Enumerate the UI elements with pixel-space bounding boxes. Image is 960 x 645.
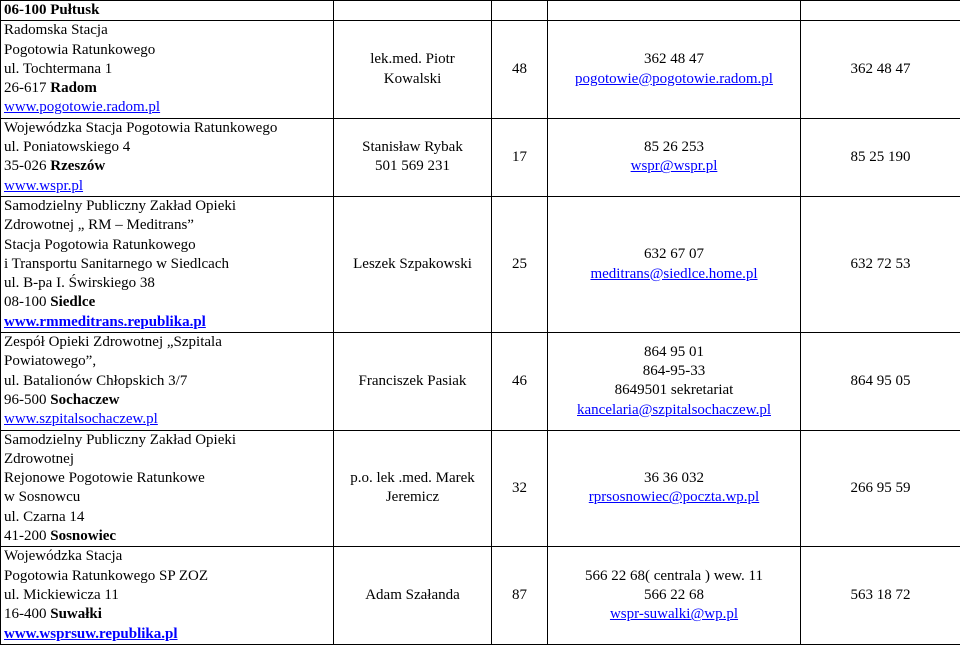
contact-link[interactable] [548, 265, 800, 284]
institution-cell [1, 196, 334, 332]
header-city: 06-100 Pułtusk [4, 2, 99, 18]
contact-text: 566 22 68( centrala ) wew. 11 [585, 568, 763, 584]
institution-line [4, 586, 333, 605]
institution-text: Samodzielny Publiczny Zakład Opieki [4, 198, 236, 214]
empty-cell [492, 1, 548, 21]
institution-text: i Transportu Sanitarnego w Siedlcach [4, 256, 229, 272]
city-name: Sosnowiec [50, 528, 116, 544]
count-cell [492, 196, 548, 332]
institution-cell [1, 333, 334, 430]
institution-line [4, 431, 333, 450]
contact-link-text[interactable]: wspr@wspr.pl [631, 158, 718, 174]
contact-text: 85 26 253 [644, 139, 704, 155]
institution-link-text[interactable]: www.wsprsuw.republika.pl [4, 626, 178, 642]
contact-text: 36 36 032 [644, 470, 704, 486]
institution-text: Zespół Opieki Zdrowotnej „Szpitala [4, 334, 222, 350]
institution-text: Pogotowia Ratunkowego [4, 42, 155, 58]
contact-cell [548, 196, 801, 332]
institution-line [4, 450, 333, 469]
institution-text: Zdrowotnej [4, 451, 74, 467]
institution-link-text[interactable]: www.szpitalsochaczew.pl [4, 411, 158, 427]
contact-text: 8649501 sekretariat [615, 382, 734, 398]
institution-line [4, 567, 333, 586]
city-name: Suwałki [50, 606, 102, 622]
count-cell [492, 21, 548, 118]
fax-value: 632 72 53 [851, 256, 911, 272]
contact-link-text[interactable]: pogotowie@pogotowie.radom.pl [575, 71, 773, 87]
institution-text: Powiatowego”, [4, 353, 96, 369]
contact-link-text[interactable]: wspr-suwalki@wp.pl [610, 606, 738, 622]
institution-line [4, 293, 333, 312]
contact-link[interactable] [548, 401, 800, 420]
director-line: lek.med. Piotr [334, 50, 491, 69]
count-value: 25 [512, 256, 527, 272]
count-value: 32 [512, 480, 527, 496]
count-cell [492, 333, 548, 430]
count-cell [492, 118, 548, 196]
director-cell [334, 430, 492, 547]
institution-cell [1, 21, 334, 118]
city-name: Siedlce [50, 294, 95, 310]
contact-line [548, 343, 800, 362]
institution-text: ul. Batalionów Chłopskich 3/7 [4, 373, 187, 389]
contact-link[interactable] [548, 157, 800, 176]
institution-link-text[interactable]: www.rmmeditrans.republika.pl [4, 314, 206, 330]
contact-line [548, 381, 800, 400]
contact-text: 864 95 01 [644, 344, 704, 360]
institution-line [4, 21, 333, 40]
contact-link-text[interactable]: rprsosnowiec@poczta.wp.pl [589, 489, 759, 505]
contact-text: 566 22 68 [644, 587, 704, 603]
institution-text: 35-026 [4, 158, 50, 174]
contact-cell [548, 430, 801, 547]
contact-line [548, 469, 800, 488]
institution-link[interactable] [4, 625, 333, 644]
contact-line [548, 138, 800, 157]
institution-link[interactable] [4, 177, 333, 196]
empty-cell [548, 1, 801, 21]
institution-text: 16-400 [4, 606, 50, 622]
institution-text: Samodzielny Publiczny Zakład Opieki [4, 432, 236, 448]
institution-line [4, 372, 333, 391]
institution-link[interactable] [4, 98, 333, 117]
contact-link[interactable] [548, 488, 800, 507]
institution-line [4, 469, 333, 488]
director-line: Stanisław Rybak [334, 138, 491, 157]
contact-link[interactable] [548, 605, 800, 624]
count-value: 17 [512, 149, 527, 165]
institution-cell [1, 118, 334, 196]
director-cell [334, 547, 492, 644]
contact-cell [548, 21, 801, 118]
institution-text: w Sosnowcu [4, 489, 80, 505]
institution-line [4, 508, 333, 527]
institution-text: Radomska Stacja [4, 22, 108, 38]
institution-text: 08-100 [4, 294, 50, 310]
institution-line [4, 488, 333, 507]
table-row [1, 196, 960, 332]
count-cell [492, 430, 548, 547]
contact-cell [548, 547, 801, 644]
institution-text: ul. Tochtermana 1 [4, 61, 112, 77]
contact-line [548, 586, 800, 605]
fax-value: 362 48 47 [851, 61, 911, 77]
director-cell [334, 118, 492, 196]
contact-link[interactable] [548, 70, 800, 89]
institution-line [4, 157, 333, 176]
director-cell [334, 21, 492, 118]
contact-line [548, 362, 800, 381]
director-line: Franciszek Pasiak [334, 372, 491, 391]
institution-line [4, 79, 333, 98]
institution-text: ul. Czarna 14 [4, 509, 84, 525]
institution-text: Zdrowotnej „ RM – Meditrans” [4, 217, 194, 233]
institution-line [4, 119, 333, 138]
city-name: Radom [50, 80, 97, 96]
contact-text: 632 67 07 [644, 246, 704, 262]
institution-text: ul. Mickiewicza 11 [4, 587, 119, 603]
institution-line [4, 391, 333, 410]
contact-line [548, 50, 800, 69]
count-value: 87 [512, 587, 527, 603]
contact-text: 864-95-33 [643, 363, 706, 379]
director-cell [334, 196, 492, 332]
institution-text: 41-200 [4, 528, 50, 544]
director-line: 501 569 231 [334, 157, 491, 176]
fax-cell [801, 118, 960, 196]
contact-cell [548, 118, 801, 196]
empty-cell [334, 1, 492, 21]
institution-text: ul. Poniatowskiego 4 [4, 139, 130, 155]
fax-cell [801, 333, 960, 430]
director-line: Adam Szałanda [334, 586, 491, 605]
director-line: Kowalski [334, 70, 491, 89]
institution-link-text[interactable]: www.pogotowie.radom.pl [4, 99, 160, 115]
institution-line [4, 274, 333, 293]
institution-line [4, 352, 333, 371]
director-line: Leszek Szpakowski [334, 255, 491, 274]
contact-line [548, 567, 800, 586]
contact-text: 362 48 47 [644, 51, 704, 67]
institution-link-text[interactable]: www.wspr.pl [4, 178, 83, 194]
institution-text: 26-617 [4, 80, 50, 96]
fax-value: 85 25 190 [851, 149, 911, 165]
institution-text: 96-500 [4, 392, 50, 408]
table-row [1, 333, 960, 430]
institution-text: Wojewódzka Stacja Pogotowia Ratunkowego [4, 120, 277, 136]
fax-cell [801, 430, 960, 547]
city-name: Rzeszów [50, 158, 105, 174]
institution-line [4, 255, 333, 274]
institution-cell [1, 430, 334, 547]
contact-line [548, 245, 800, 264]
header-row [1, 1, 960, 21]
director-line: Jeremicz [334, 488, 491, 507]
fax-cell [801, 196, 960, 332]
fax-value: 563 18 72 [851, 587, 911, 603]
count-value: 46 [512, 373, 527, 389]
institution-line [4, 216, 333, 235]
institution-line [4, 60, 333, 79]
institution-line [4, 547, 333, 566]
table-row [1, 430, 960, 547]
institution-line [4, 236, 333, 255]
institution-text: Rejonowe Pogotowie Ratunkowe [4, 470, 205, 486]
institution-cell [1, 547, 334, 644]
institution-link[interactable] [4, 410, 333, 429]
institution-text: Wojewódzka Stacja [4, 548, 122, 564]
director-cell [334, 333, 492, 430]
contact-link-text[interactable]: kancelaria@szpitalsochaczew.pl [577, 402, 771, 418]
fax-cell [801, 547, 960, 644]
fax-cell [801, 21, 960, 118]
director-line: p.o. lek .med. Marek [334, 469, 491, 488]
count-cell [492, 547, 548, 644]
institution-line [4, 138, 333, 157]
institution-line [4, 605, 333, 624]
contact-link-text[interactable]: meditrans@siedlce.home.pl [590, 266, 757, 282]
institution-link[interactable] [4, 313, 333, 332]
count-value: 48 [512, 61, 527, 77]
institution-line [4, 197, 333, 216]
empty-cell [801, 1, 960, 21]
fax-value: 266 95 59 [851, 480, 911, 496]
institution-line [4, 41, 333, 60]
header-city-cell [1, 1, 334, 21]
institution-text: ul. B-pa I. Świrskiego 38 [4, 275, 155, 291]
table-row [1, 118, 960, 196]
fax-value: 864 95 05 [851, 373, 911, 389]
institution-text: Stacja Pogotowia Ratunkowego [4, 237, 196, 253]
institution-line [4, 527, 333, 546]
table-row [1, 21, 960, 118]
city-name: Sochaczew [50, 392, 119, 408]
contact-cell [548, 333, 801, 430]
institution-text: Pogotowia Ratunkowego SP ZOZ [4, 568, 208, 584]
institution-line [4, 333, 333, 352]
table-row [1, 547, 960, 644]
